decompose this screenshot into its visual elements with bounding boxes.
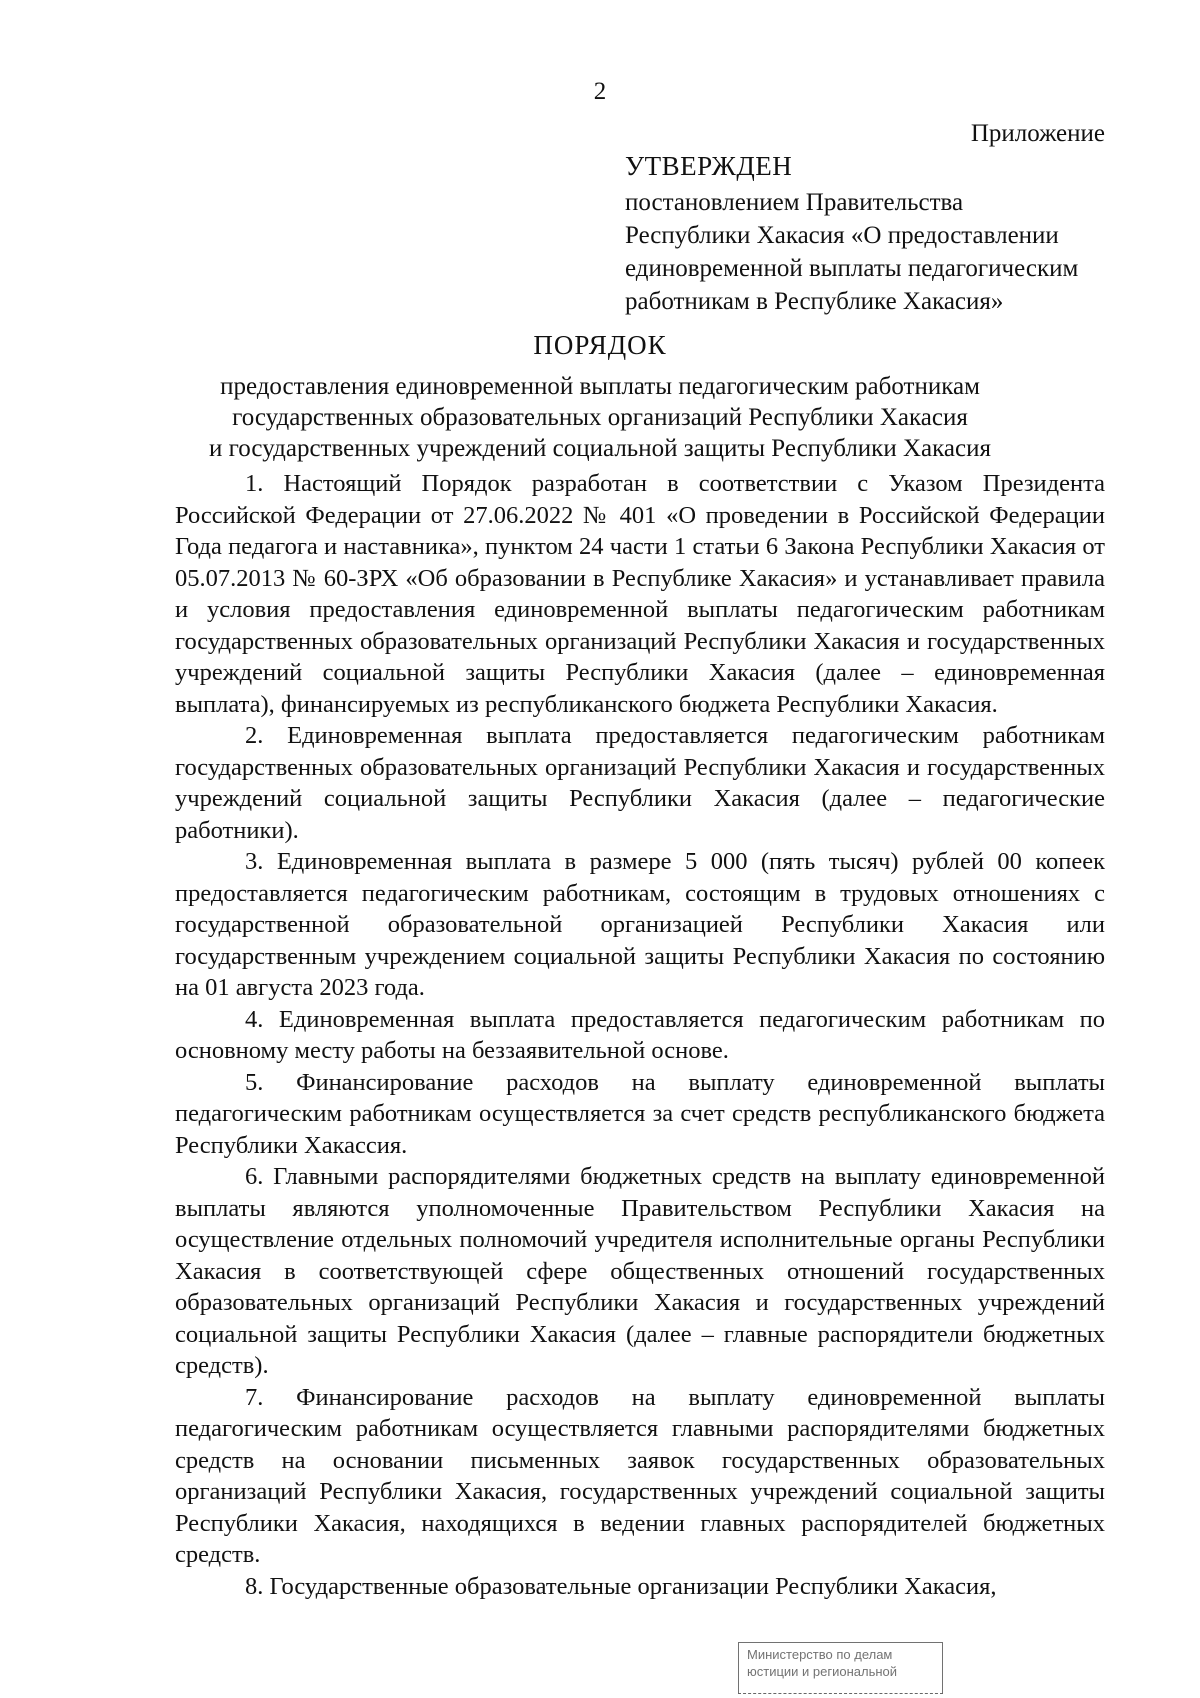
approval-line: постановлением Правительства [625,189,964,216]
paragraph-4: 4. Единовременная выплата предоставляется педагогическим работникам по основному месту работы на беззаявительной основе. [175,1005,1105,1064]
approval-line: единовременной выплаты педагогическим [625,255,1079,282]
approved-label: УТВЕРЖДЕН [625,151,793,181]
appendix-label: Приложение [970,120,1105,147]
subtitle-line: государственных образовательных организаций Республики Хакасия [232,404,968,431]
paragraph-6: 6. Главными распорядителями бюджетных средств на выплату единовременной выплаты являются уполномоченные Правительством Республики Хакасия на осуществление отдельных полномочий учредителя исполнительные органы Республики Хакасия в соответствующей сфере общественных отношений государственных образовательных организаций Республики Хакасия и государственных учреждений социальной защиты Республики Хакасия (далее – главные распорядители бюджетных средств). [175,1163,1105,1379]
document-title: ПОРЯДОК [533,330,667,360]
paragraph-1: 1. Настоящий Порядок разработан в соответствии с Указом Президента Российской Федерации от 27.06.2022 № 401 «О проведении в Российской Федерации Года педагога и наставника», пунктом 24 части 1 статьи 6 Закона Республики Хакасия от 05.07.2013 № 60-ЗРХ «Об образовании в Республике Хакасия» и устанавливает правила и условия предоставления единовременной выплаты педагогическим работникам государственных образовательных организаций Республики Хакасия и государственных учреждений социальной защиты Республики Хакасия (далее – единовременная выплата), финансируемых из республиканского бюджета Республики Хакасия. [175,470,1105,718]
paragraph-2: 2. Единовременная выплата предоставляется педагогическим работникам государственных образовательных организаций Республики Хакасия и государственных учреждений социальной защиты Республики Хакасия (далее – педагогические работники). [175,722,1105,844]
stamp-line: юстиции и региональной [747,1664,898,1679]
approval-block [625,150,1145,318]
document-title-block [0,330,1200,464]
page-number: 2 [593,78,607,105]
stamp-line: Министерство по делам [747,1647,893,1662]
paragraph-8: 8. Государственные образовательные организации Республики Хакасия, [245,1572,997,1600]
subtitle-line: предоставления единовременной выплаты педагогическим работникам [220,373,980,400]
paragraph-3: 3. Единовременная выплата в размере 5 000 (пять тысяч) рублей 00 копеек предоставляется педагогическим работникам, состоящим в трудовых отношениях с государственной образовательной организацией Республики Хакасия или государственным учреждением социальной защиты Республики Хакасия по состоянию на 01 августа 2023 года. [175,848,1105,1001]
registration-stamp [738,1642,943,1694]
document-body [175,468,1105,1602]
document-subtitle [0,371,1200,464]
subtitle-line: и государственных учреждений социальной защиты Республики Хакасия [209,435,991,462]
paragraph-5: 5. Финансирование расходов на выплату единовременной выплаты педагогическим работникам осуществляется за счет средств республиканского бюджета Республики Хакассия. [175,1068,1105,1159]
approval-line: Республики Хакасия «О предоставлении [625,222,1059,249]
stamp-underline [738,1693,943,1694]
approval-line: работникам в Республике Хакасия» [625,288,1004,315]
paragraph-7: 7. Финансирование расходов на выплату единовременной выплаты педагогическим работникам осуществляется главными распорядителями бюджетных средств на основании письменных заявок государственных образовательных организаций Республики Хакасия, государственных учреждений социальной защиты Республики Хакасия, находящихся в ведении главных распорядителей бюджетных средств. [175,1383,1105,1568]
